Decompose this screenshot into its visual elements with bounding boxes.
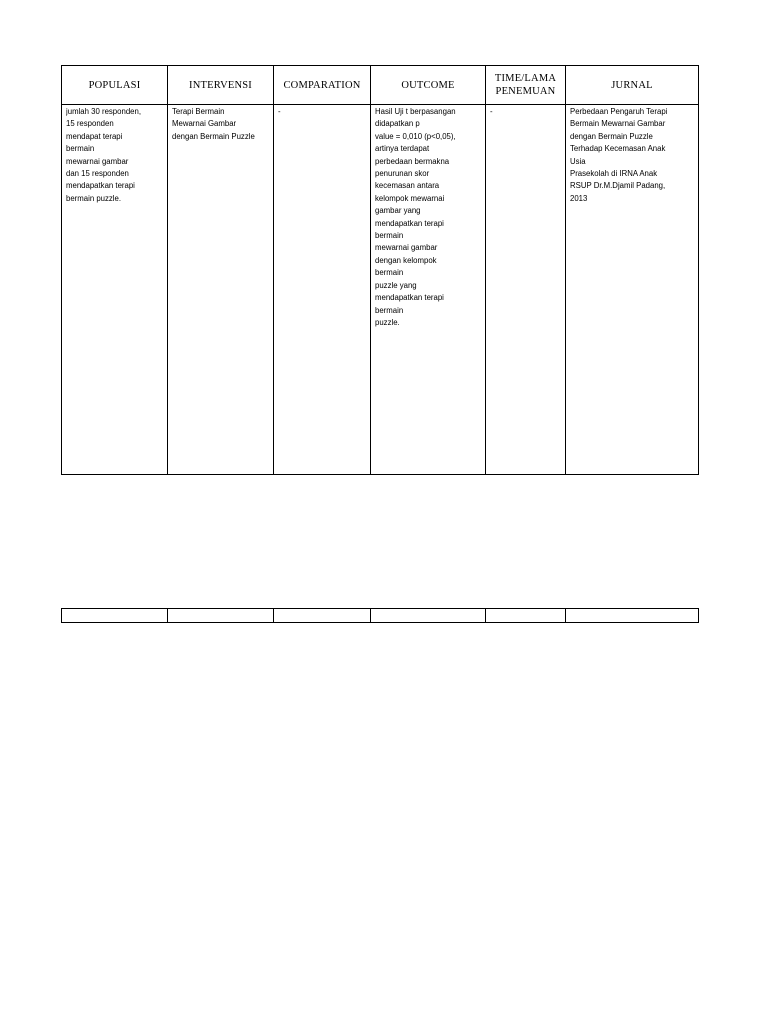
text-line: 15 responden — [66, 119, 114, 129]
text-line: mewarnai gambar — [66, 156, 129, 166]
cell-populasi — [62, 105, 168, 475]
cell-intervensi — [168, 105, 274, 475]
text-line: - — [490, 107, 493, 116]
text-line: mendapatkan terapi — [66, 181, 135, 191]
text-line: mendapat terapi — [66, 131, 123, 141]
text-line: bermain — [66, 144, 95, 154]
text-line: Mewarnai Gambar — [172, 119, 237, 129]
text-line: mendapatkan terapi — [375, 293, 444, 303]
text-line: Prasekolah di IRNA Anak — [570, 169, 658, 179]
header-time — [486, 66, 566, 105]
cell-outcome — [371, 105, 486, 475]
header-row — [62, 66, 699, 105]
text-line: kecemasan antara — [375, 181, 440, 191]
text-line: Bermain Mewarnai Gambar — [570, 119, 666, 129]
text-line: dengan Bermain Puzzle — [570, 131, 653, 141]
text-line: RSUP Dr.M.Djamil Padang, — [570, 181, 666, 191]
empty-table-row — [61, 608, 699, 623]
header-time-line1: TIME/LAMA — [494, 73, 557, 84]
text-line: dengan kelompok — [375, 255, 437, 265]
text-line: bermain puzzle. — [66, 193, 122, 203]
text-line: dan 15 responden — [66, 169, 129, 179]
text-line: dengan Bermain Puzzle — [172, 131, 255, 141]
text-line: penurunan skor — [375, 169, 430, 179]
text-line: Perbedaan Pengaruh Terapi — [570, 107, 668, 116]
text-line: Usia — [570, 156, 586, 166]
text-line: 2013 — [570, 193, 588, 203]
header-jurnal: JURNAL — [566, 66, 699, 105]
text-line: puzzle. — [375, 317, 400, 327]
text-line: mendapatkan terapi — [375, 218, 444, 228]
empty-cell — [371, 609, 486, 623]
text-line: artinya terdapat — [375, 144, 430, 154]
header-time-line2: PENEMUAN — [495, 86, 556, 97]
table-row — [62, 609, 699, 623]
text-line: value = 0,010 (p<0,05), — [375, 131, 456, 141]
text-line: gambar yang — [375, 206, 421, 216]
cell-jurnal — [566, 105, 699, 475]
review-table — [61, 65, 699, 475]
text-line: - — [278, 107, 281, 116]
empty-cell — [168, 609, 274, 623]
empty-cell — [62, 609, 168, 623]
text-line: bermain — [375, 231, 404, 241]
header-populasi: POPULASI — [62, 66, 168, 105]
text-line: Terhadap Kecemasan Anak — [570, 144, 666, 154]
header-intervensi: INTERVENSI — [168, 66, 274, 105]
text-line: Terapi Bermain — [172, 107, 225, 116]
text-line: perbedaan bermakna — [375, 156, 450, 166]
text-line: bermain — [375, 268, 404, 278]
text-line: didapatkan p — [375, 119, 420, 129]
empty-cell — [274, 609, 371, 623]
text-line: mewarnai gambar — [375, 243, 438, 253]
text-line: jumlah 30 responden, — [66, 107, 141, 116]
cell-comparation — [274, 105, 371, 475]
text-line: Hasil Uji t berpasangan — [375, 107, 456, 116]
empty-cell — [566, 609, 699, 623]
text-line: bermain — [375, 305, 404, 315]
cell-time — [486, 105, 566, 475]
empty-cell — [486, 609, 566, 623]
text-line: kelompok mewarnai — [375, 193, 445, 203]
text-line: puzzle yang — [375, 280, 417, 290]
table-row — [62, 105, 699, 475]
header-comparation: COMPARATION — [274, 66, 371, 105]
header-outcome: OUTCOME — [371, 66, 486, 105]
